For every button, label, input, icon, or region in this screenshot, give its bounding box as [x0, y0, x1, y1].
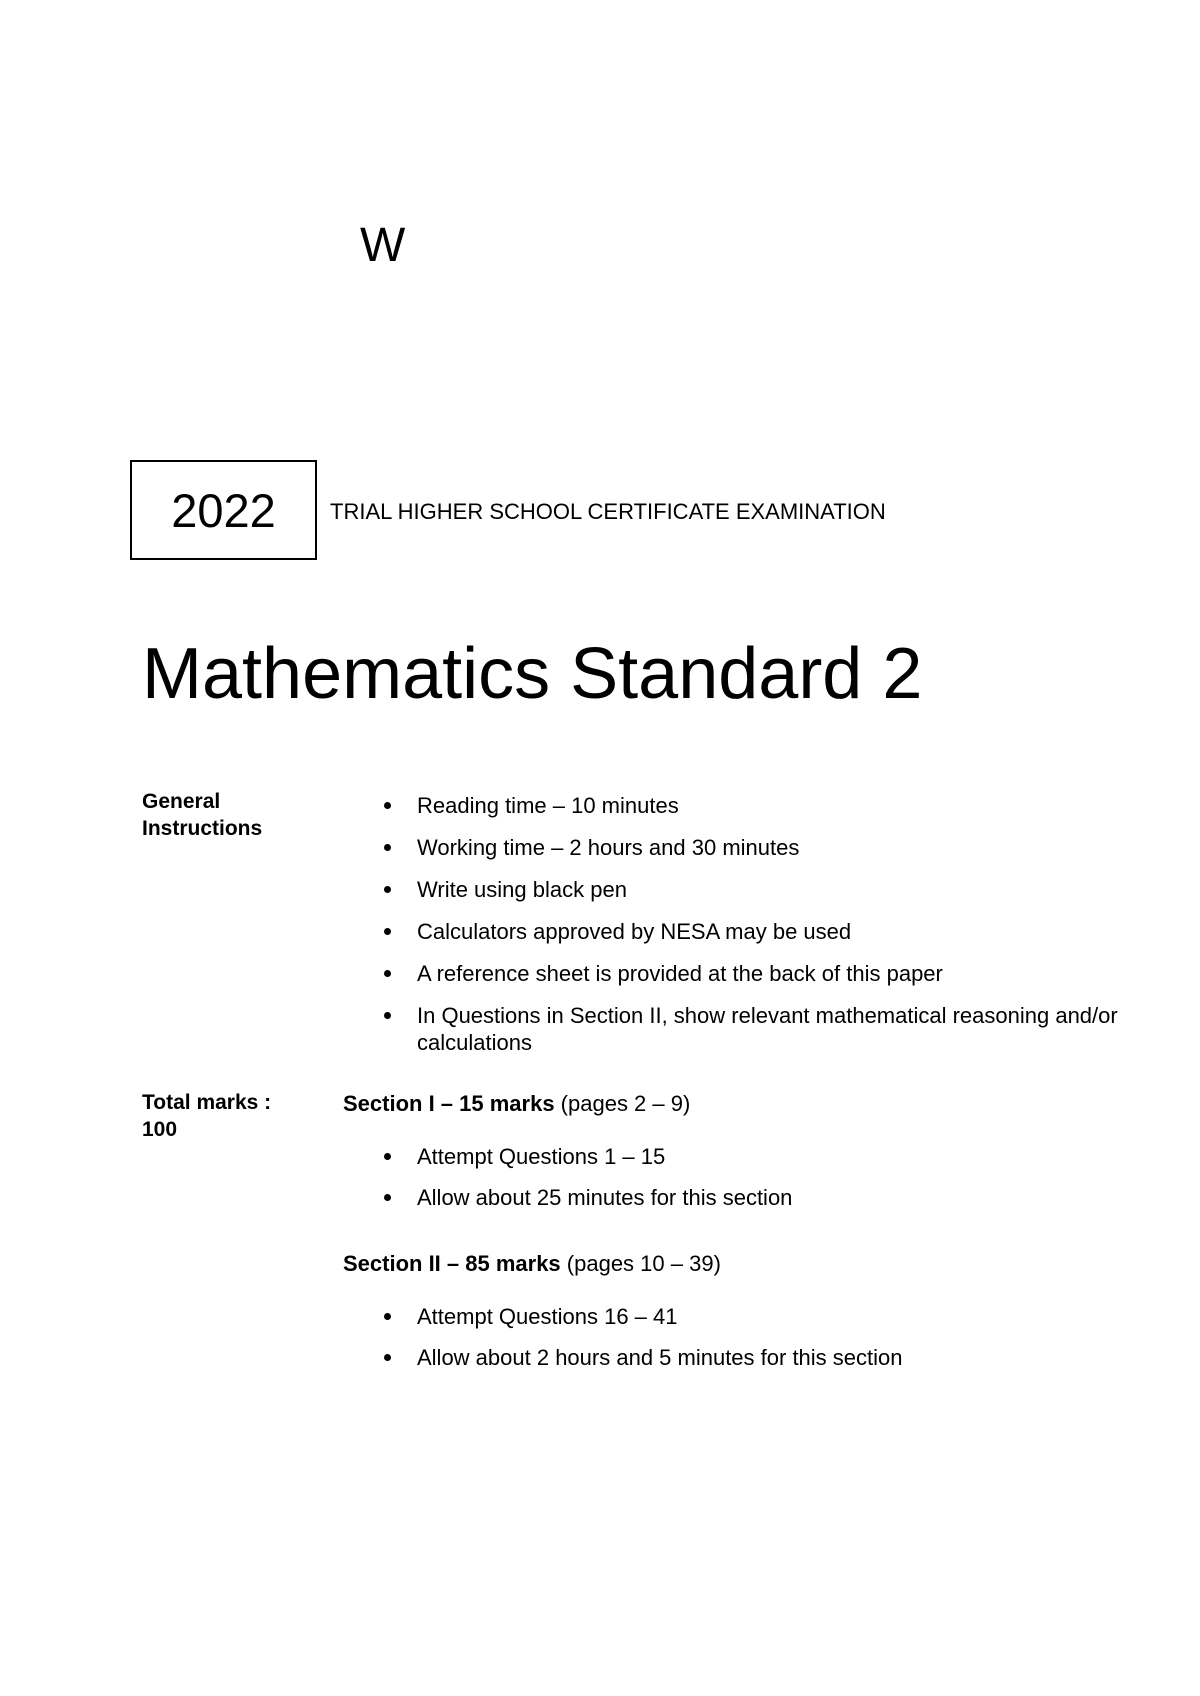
- list-item: Attempt Questions 1 – 15: [384, 1143, 792, 1170]
- list-item: Reading time – 10 minutes: [384, 792, 1137, 819]
- section-1-heading-bold: Section I – 15 marks: [343, 1091, 555, 1116]
- section-2-list: [384, 1303, 903, 1385]
- list-item: Attempt Questions 16 – 41: [384, 1303, 903, 1330]
- subject-title: Mathematics Standard 2: [142, 634, 923, 714]
- total-marks-label: [142, 1089, 271, 1143]
- list-item: Allow about 25 minutes for this section: [384, 1184, 792, 1211]
- list-item: Write using black pen: [384, 876, 1137, 903]
- section-1-list: [384, 1143, 792, 1225]
- general-instructions-list: [384, 792, 1137, 1071]
- list-item: In Questions in Section II, show relevant mathematical reasoning and/or calculations: [384, 1002, 1137, 1056]
- exam-name: TRIAL HIGHER SCHOOL CERTIFICATE EXAMINATION: [330, 499, 886, 524]
- total-marks-label-line1: Total marks :: [142, 1091, 272, 1114]
- list-item: Calculators approved by NESA may be used: [384, 918, 1137, 945]
- section-1-heading: [343, 1090, 690, 1117]
- general-instructions-label: [142, 788, 262, 842]
- section-2-heading-pages: (pages 10 – 39): [560, 1251, 721, 1276]
- exam-year: 2022: [171, 483, 276, 537]
- list-item: Allow about 2 hours and 5 minutes for this section: [384, 1344, 903, 1371]
- general-instructions-label-line2: Instructions: [142, 817, 263, 840]
- total-marks-value: 100: [142, 1118, 178, 1141]
- section-2-heading-bold: Section II – 85 marks: [343, 1251, 561, 1276]
- general-instructions-label-line1: General: [142, 790, 221, 813]
- section-1-heading-pages: (pages 2 – 9): [554, 1091, 691, 1116]
- section-2-heading: [343, 1250, 721, 1277]
- header-mark: W: [360, 219, 406, 272]
- list-item: Working time – 2 hours and 30 minutes: [384, 834, 1137, 861]
- list-item: A reference sheet is provided at the back of this paper: [384, 960, 1137, 987]
- year-box: [130, 460, 317, 560]
